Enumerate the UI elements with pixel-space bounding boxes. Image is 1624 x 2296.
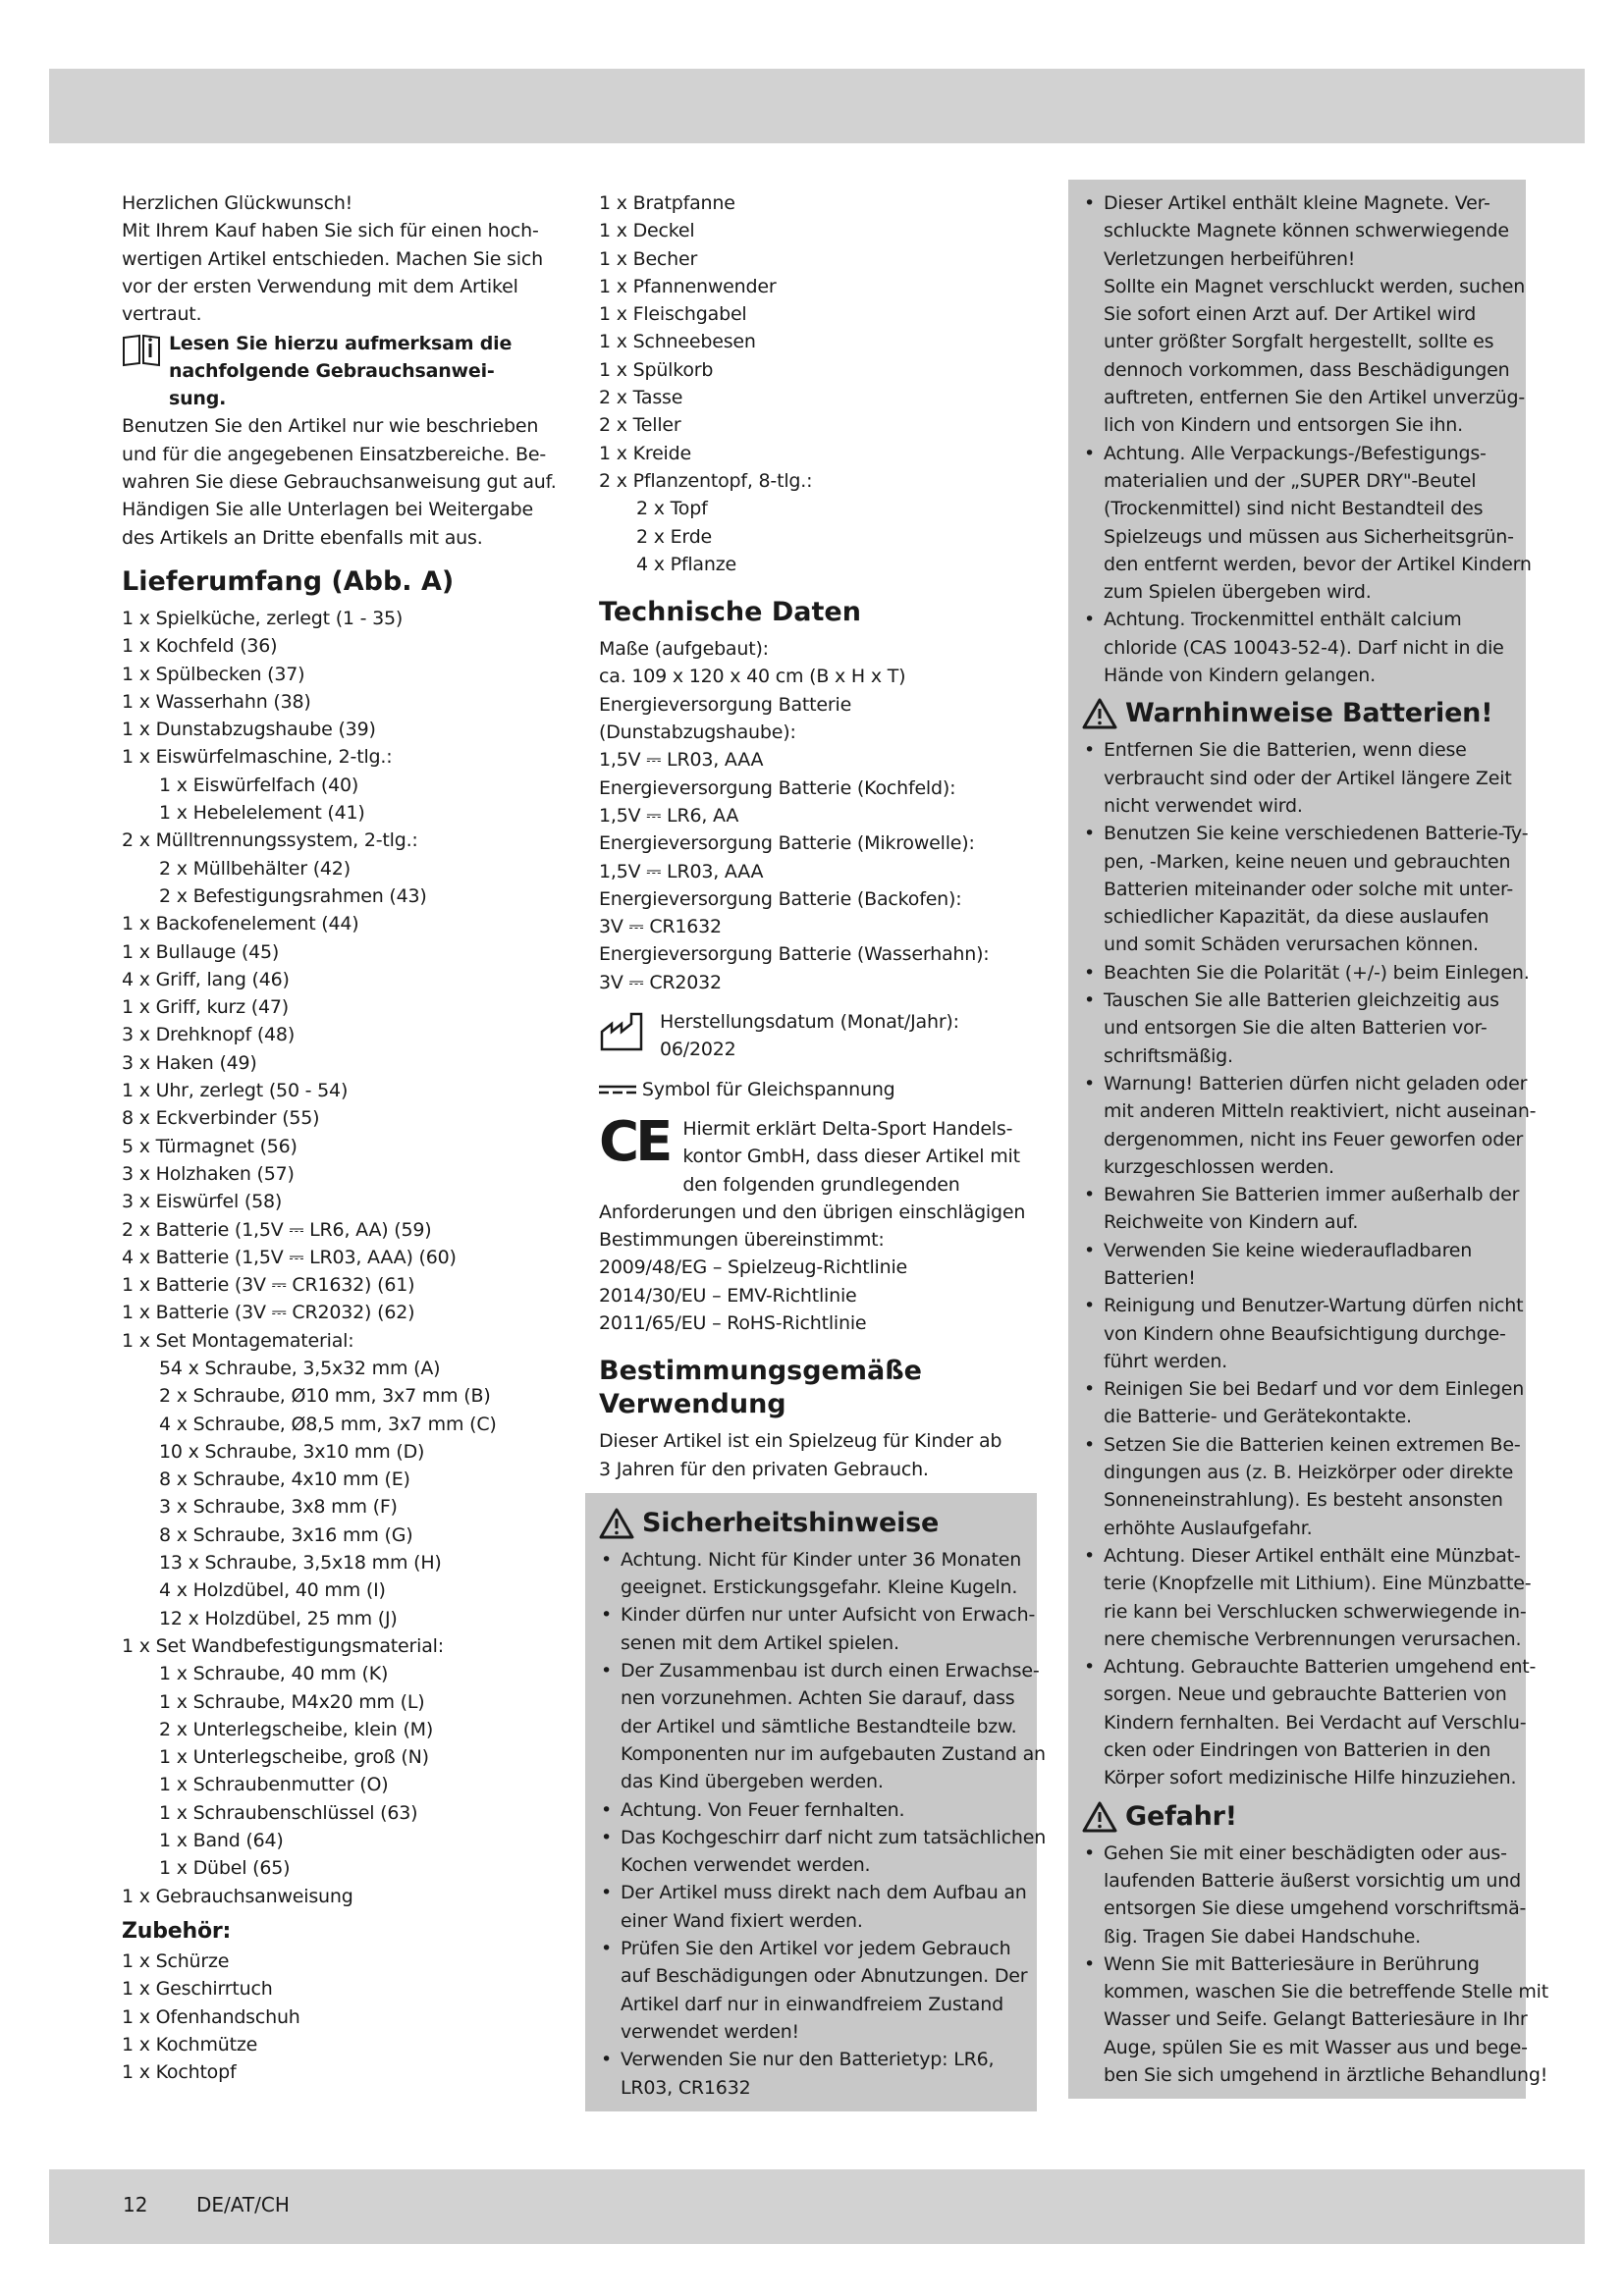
bullet-line: schluckte Magnete können schwerwiegende [1104, 220, 1509, 242]
magnet-warnings-list [1082, 189, 1532, 689]
list-item: 2 x Teller [599, 414, 681, 437]
list-item: 1 x Gebrauchsanweisung [122, 1885, 353, 1907]
warnings-box [1068, 180, 1548, 2099]
bullet-item [599, 1935, 1028, 2046]
list-item: 1 x Deckel [599, 220, 695, 242]
bullet-item [1082, 736, 1512, 820]
page-number: 12 [123, 2193, 148, 2216]
list-item: 1 x Batterie (3V ⎓ CR2032) (62) [122, 1302, 415, 1324]
list-item: 1 x Bratpfanne [599, 192, 735, 214]
bullet-line: Auge, spülen Sie es mit Wasser aus und bege- [1104, 2036, 1528, 2058]
bullet-item [1082, 820, 1529, 958]
bullet-line: cken oder Eindringen von Batterien in den [1104, 1739, 1491, 1762]
intro-text [122, 189, 558, 328]
bullet-line: und entsorgen Sie die alten Batterien vor- [1104, 1017, 1488, 1040]
intro-usage-line: Benutzen Sie den Artikel nur wie beschrieben [122, 415, 539, 438]
bullet-item [599, 2046, 1019, 2102]
bullet-line: Wasser und Seife. Gelangt Batteriesäure in Ihr [1104, 2008, 1528, 2031]
bullet-line: • Tauschen Sie alle Batterien gleichzeitig aus [1104, 989, 1499, 1012]
tech-line: 1,5V ⎓ LR03, AAA [599, 749, 764, 772]
list-item: 1 x Ofenhandschuh [122, 2005, 300, 2028]
bullet-line: • Prüfen Sie den Artikel vor jedem Gebrauch [621, 1938, 1011, 1960]
bullet-line: Verletzungen herbeiführen! [1104, 247, 1356, 270]
bullet-item [1082, 1070, 1537, 1181]
list-item: 10 x Schraube, 3x10 mm (D) [159, 1440, 425, 1463]
bullet-line: LR03, CR1632 [621, 2076, 751, 2099]
bullet-line: Artikel darf nur in einwandfreiem Zustand [621, 1993, 1003, 2015]
list-item: 2 x Schraube, Ø10 mm, 3x7 mm (B) [159, 1385, 491, 1408]
list-item: 1 x Kochmütze [122, 2033, 258, 2056]
bullet-line: • Verwenden Sie keine wiederaufladbaren [1104, 1239, 1473, 1261]
tech-line: Energieversorgung Batterie (Backofen): [599, 887, 962, 910]
lieferumfang-list-continued [599, 189, 1049, 578]
bullet-line: Reichweite von Kindern auf. [1104, 1211, 1359, 1234]
bullet-item [599, 1601, 1036, 1657]
warnhinweise-batterien-title: Warnhinweise Batterien! [1125, 698, 1493, 729]
bullet-line: Batterien miteinander oder solche mit unter- [1104, 878, 1514, 900]
tech-line: Maße (aufgebaut): [599, 638, 769, 661]
bullet-line: Sonneneinstrahlung). Es besteht ansonsten [1104, 1489, 1503, 1512]
tech-line: (Dunstabzugshaube): [599, 721, 796, 744]
bestimmung-heading-line-2: Verwendung [599, 1389, 786, 1420]
bullet-line: der Artikel und sämtliche Bestandteile bzw. [621, 1715, 1017, 1737]
intro-line: Herzlichen Glückwunsch! [122, 192, 353, 214]
list-item: 1 x Schraubenmutter (O) [159, 1774, 389, 1796]
list-item: 2 x Topf [636, 498, 708, 520]
list-item: 3 x Eiswürfel (58) [122, 1191, 283, 1213]
list-item: 1 x Set Montagematerial: [122, 1329, 354, 1352]
list-item: 4 x Griff, lang (46) [122, 968, 290, 990]
list-item: 1 x Uhr, zerlegt (50 - 54) [122, 1080, 349, 1102]
bullet-line: und somit Schäden verursachen können. [1104, 934, 1479, 956]
intro-usage-line: Händigen Sie alle Unterlagen bei Weitergabe [122, 499, 533, 521]
tech-line: 1,5V ⎓ LR6, AA [599, 804, 739, 827]
gleichspannung-label: Symbol für Gleichspannung [641, 1078, 895, 1100]
note-line: nachfolgende Gebrauchsanwei- [169, 360, 495, 383]
ce-line: Bestimmungen übereinstimmt: [599, 1229, 885, 1252]
list-item: 1 x Hebelelement (41) [159, 802, 365, 825]
footer-bar [49, 2169, 1585, 2244]
bestimmung-text [599, 1427, 1049, 1483]
list-item: 1 x Schraube, M4x20 mm (L) [159, 1690, 425, 1713]
bullet-line: • Der Zusammenbau ist durch einen Erwachse- [621, 1660, 1040, 1682]
bullet-item [1082, 1181, 1520, 1237]
tech-line: Energieversorgung Batterie [599, 693, 852, 716]
list-item: 1 x Griff, kurz (47) [122, 996, 289, 1019]
list-item: 1 x Spülbecken (37) [122, 663, 305, 685]
herstellungsdatum-label: Herstellungsdatum (Monat/Jahr): [660, 1011, 959, 1034]
bullet-line: Spielzeugs und müssen aus Sicherheitsgrün- [1104, 525, 1514, 548]
bullet-line: • Gehen Sie mit einer beschädigten oder aus- [1104, 1842, 1507, 1864]
note-line: Lesen Sie hierzu aufmerksam die [169, 333, 513, 355]
sicherheitshinweise-box [585, 1493, 1047, 2111]
bullet-line: • Entfernen Sie die Batterien, wenn diese [1104, 739, 1467, 762]
ce-line: 2014/30/EU – EMV-Richtlinie [599, 1284, 857, 1307]
tech-line: Energieversorgung Batterie (Mikrowelle): [599, 832, 975, 855]
sicherheitshinweise-heading [599, 1507, 1019, 1540]
language-code: DE/AT/CH [196, 2193, 290, 2216]
tech-line: Energieversorgung Batterie (Wasserhahn): [599, 943, 990, 966]
bullet-line: dennoch vorkommen, dass Beschädigungen [1104, 358, 1510, 381]
bullet-item [599, 1824, 1047, 1880]
column-2 [599, 189, 1049, 2111]
list-item: 4 x Batterie (1,5V ⎓ LR03, AAA) (60) [122, 1246, 457, 1268]
bullet-line: das Kind übergeben werden. [621, 1771, 884, 1793]
factory-date-icon [599, 1008, 648, 1051]
list-item: 1 x Kreide [599, 442, 691, 464]
list-item: 1 x Schraube, 40 mm (K) [159, 1663, 389, 1685]
bullet-line: schriftsmäßig. [1104, 1044, 1233, 1067]
intro-line: vertraut. [122, 303, 202, 326]
bullet-line: nere chemische Verbrennungen verursachen. [1104, 1628, 1522, 1650]
herstellungsdatum-value: 06/2022 [660, 1039, 736, 1061]
bullet-line: Hände von Kindern gelangen. [1104, 665, 1376, 687]
bullet-line: kommen, waschen Sie die betreffende Stelle mit [1104, 1981, 1548, 2003]
bullet-line: den entfernt werden, bevor der Artikel Kindern [1104, 553, 1532, 575]
intro-line: Mit Ihrem Kauf haben Sie sich für einen hoch- [122, 220, 539, 242]
bullet-line: nen vorzunehmen. Achten Sie darauf, dass [621, 1687, 1015, 1710]
list-item: 1 x Bullauge (45) [122, 940, 280, 963]
list-item: 2 x Unterlegscheibe, klein (M) [159, 1718, 434, 1740]
bullet-line: Sollte ein Magnet verschluckt werden, suchen [1104, 275, 1526, 297]
intro-line: wertigen Artikel entschieden. Machen Sie sich [122, 247, 543, 270]
list-item: 1 x Kochfeld (36) [122, 635, 278, 658]
bullet-line: entsorgen Sie diese umgehend vorschriftsmä- [1104, 1897, 1527, 1920]
bullet-line: • Achtung. Trockenmittel enthält calcium [1104, 609, 1462, 631]
bullet-line: schiedlicher Kapazität, da diese auslaufen [1104, 906, 1489, 929]
list-item: 2 x Erde [636, 525, 713, 548]
bullet-line: • Achtung. Von Feuer fernhalten. [621, 1798, 905, 1821]
bullet-line: • Warnung! Batterien dürfen nicht geladen oder [1104, 1072, 1528, 1095]
bullet-line: • Verwenden Sie nur den Batterietyp: LR6, [621, 2049, 995, 2071]
bullet-line: • Achtung. Gebrauchte Batterien umgehend ent- [1104, 1656, 1537, 1679]
bullet-line: (Trockenmittel) sind nicht Bestandteil des [1104, 498, 1484, 520]
tech-line: 1,5V ⎓ LR03, AAA [599, 860, 764, 882]
bullet-line: unter größter Sorgfalt hergestellt, sollte es [1104, 331, 1494, 353]
warning-triangle-icon [1082, 698, 1117, 729]
bullet-item [1082, 1237, 1508, 1293]
bullet-line: die Batterie- und Gerätekontakte. [1104, 1406, 1412, 1428]
intro-usage-line: und für die angegebenen Einsatzbereiche. Be- [122, 443, 547, 465]
list-item: 8 x Schraube, 4x10 mm (E) [159, 1468, 410, 1491]
list-item: 1 x Batterie (3V ⎓ CR1632) (61) [122, 1274, 415, 1297]
list-item: 3 x Drehknopf (48) [122, 1024, 296, 1046]
list-item: 1 x Backofenelement (44) [122, 913, 359, 935]
bullet-line: terie (Knopfzelle mit Lithium). Eine Münzbatte- [1104, 1573, 1532, 1595]
list-item: 1 x Pfannenwender [599, 275, 777, 297]
bullet-line: geeignet. Erstickungsgefahr. Kleine Kugeln. [621, 1576, 1018, 1599]
list-item: 5 x Türmagnet (56) [122, 1135, 298, 1157]
bullet-line: • Wenn Sie mit Batteriesäure in Berührung [1104, 1952, 1480, 1975]
warning-triangle-icon [1082, 1801, 1117, 1833]
bullet-line: laufenden Batterie äußerst vorsichtig um und [1104, 1869, 1521, 1892]
intro-usage-text [122, 412, 558, 551]
bullet-line: dergenommen, nicht ins Feuer geworfen oder [1104, 1128, 1524, 1150]
list-item: 1 x Spielküche, zerlegt (1 - 35) [122, 607, 404, 629]
bullet-item [1082, 606, 1508, 689]
bullet-line: • Benutzen Sie keine verschiedenen Batterie-Ty- [1104, 823, 1529, 845]
intro-usage-line: wahren Sie diese Gebrauchsanweisung gut auf. [122, 471, 557, 494]
bullet-item [599, 1879, 1027, 1935]
list-item: 8 x Schraube, 3x16 mm (G) [159, 1523, 413, 1546]
list-item: 4 x Schraube, Ø8,5 mm, 3x7 mm (C) [159, 1413, 497, 1435]
intro-usage-line: des Artikels an Dritte ebenfalls mit aus. [122, 526, 483, 549]
list-item: 1 x Dunstabzugshaube (39) [122, 719, 376, 741]
gefahr-heading [1082, 1800, 1508, 1834]
bullet-line: erhöhte Auslaufgefahr. [1104, 1517, 1313, 1539]
bestimmung-line: Dieser Artikel ist ein Spielzeug für Kinder ab [599, 1430, 1002, 1453]
bullet-item [1082, 1653, 1537, 1791]
ce-declaration [599, 1109, 1049, 1199]
bullet-line: Kindern fernhalten. Bei Verdacht auf Verschlu- [1104, 1711, 1527, 1734]
list-item: 4 x Holzdübel, 40 mm (I) [159, 1579, 386, 1602]
technische-daten-heading: Technische Daten [599, 597, 861, 628]
bullet-line: ßig. Tragen Sie dabei Handschuhe. [1104, 1925, 1421, 1948]
ce-line: kontor GmbH, dass dieser Artikel mit [682, 1146, 1020, 1168]
bullet-line: • Kinder dürfen nur unter Aufsicht von Erwach- [621, 1604, 1036, 1627]
bullet-item [1082, 1950, 1548, 2089]
list-item: 1 x Schneebesen [599, 331, 756, 353]
list-item: 1 x Spülkorb [599, 358, 714, 381]
bullet-line: mit anderen Mitteln reaktiviert, nicht auseinan- [1104, 1100, 1537, 1123]
ce-line: Hiermit erklärt Delta-Sport Handels- [682, 1117, 1013, 1140]
bullet-line: verwendet werden! [621, 2020, 799, 2043]
list-item: 2 x Befestigungsrahmen (43) [159, 884, 427, 907]
list-item: 54 x Schraube, 3,5x32 mm (A) [159, 1357, 441, 1379]
list-item: 1 x Band (64) [159, 1830, 284, 1852]
bestimmung-line: 3 Jahren für den privaten Gebrauch. [599, 1458, 929, 1480]
ce-text [682, 1115, 1020, 1199]
list-item: 1 x Fleischgabel [599, 303, 747, 326]
bullet-line: • Bewahren Sie Batterien immer außerhalb der [1104, 1184, 1520, 1206]
open-book-icon [122, 334, 161, 367]
list-item: 2 x Mülltrennungssystem, 2-tlg.: [122, 829, 418, 852]
list-item: 3 x Schraube, 3x8 mm (F) [159, 1496, 398, 1519]
ce-directives [599, 1199, 1049, 1337]
list-item: 1 x Schraubenschlüssel (63) [159, 1801, 418, 1824]
list-item: 1 x Geschirrtuch [122, 1978, 273, 2001]
bestimmung-heading [599, 1355, 1049, 1421]
bullet-item [1082, 189, 1526, 440]
bullet-line: nicht verwendet wird. [1104, 794, 1303, 817]
list-item: 1 x Becher [599, 247, 698, 270]
tech-line: Energieversorgung Batterie (Kochfeld): [599, 776, 956, 799]
bullet-item [1082, 1292, 1524, 1375]
list-item: 1 x Wasserhahn (38) [122, 690, 311, 713]
lieferumfang-list [122, 605, 558, 1910]
bullet-line: chloride (CAS 10043-52-4). Darf nicht in die [1104, 636, 1504, 659]
list-item: 1 x Eiswürfelmaschine, 2-tlg.: [122, 746, 393, 769]
bullet-line: rie kann bei Verschlucken schwerwiegende in- [1104, 1600, 1527, 1623]
tech-line: 3V ⎓ CR1632 [599, 916, 722, 938]
warnhinweise-batterien-heading [1082, 697, 1508, 730]
bullet-item [599, 1796, 1019, 1824]
intro-line: vor der ersten Verwendung mit dem Artikel [122, 275, 518, 297]
bullet-item [1082, 1375, 1525, 1431]
list-item: 2 x Tasse [599, 387, 683, 409]
warning-triangle-icon [599, 1508, 634, 1539]
header-bar [49, 69, 1585, 143]
column-3 [1068, 180, 1548, 2099]
sicherheitshinweise-list [599, 1546, 1047, 2102]
bullet-item [1082, 959, 1530, 987]
bullet-line: zum Spielen übergeben wird. [1104, 581, 1372, 604]
list-item: 1 x Eiswürfelfach (40) [159, 774, 359, 796]
bullet-line: pen, -Marken, keine neuen und gebrauchten [1104, 850, 1511, 873]
bullet-line: • Achtung. Alle Verpackungs-/Befestigungs- [1104, 442, 1487, 464]
bullet-item [1082, 1542, 1532, 1653]
bullet-line: • Reinigen Sie bei Bedarf und vor dem Einlegen [1104, 1378, 1525, 1401]
herstellungsdatum-row [599, 1008, 1049, 1064]
bullet-line: kurzgeschlossen werden. [1104, 1155, 1334, 1178]
bullet-item [599, 1546, 1022, 1602]
zubehoer-list [122, 1948, 558, 2086]
direct-current-icon [599, 1085, 636, 1095]
tech-line: 3V ⎓ CR2032 [599, 971, 722, 993]
list-item: 2 x Müllbehälter (42) [159, 857, 351, 880]
bullet-line: dingungen aus (z. B. Heizkörper oder direkte [1104, 1462, 1514, 1484]
bullet-line: • Achtung. Dieser Artikel enthält eine Münzbat- [1104, 1544, 1521, 1567]
bullet-line: Komponenten nur im aufgebauten Zustand an [621, 1742, 1046, 1765]
bullet-line: sorgen. Neue und gebrauchte Batterien von [1104, 1683, 1507, 1706]
bullet-item [1082, 440, 1532, 607]
note-line: sung. [169, 388, 227, 410]
zubehoer-heading: Zubehör: [122, 1918, 232, 1944]
ce-mark-icon: CE [599, 1109, 670, 1174]
bestimmung-heading-line-1: Bestimmungsgemäße [599, 1356, 922, 1387]
bullet-line: auf Beschädigungen oder Abnutzungen. Der [621, 1965, 1028, 1988]
note-text [169, 330, 512, 412]
bullet-line: materialien und der „SUPER DRY"-Beutel [1104, 469, 1477, 492]
ce-line: 2009/48/EG – Spielzeug-Richtlinie [599, 1256, 908, 1279]
list-item: 1 x Set Wandbefestigungsmaterial: [122, 1634, 444, 1657]
list-item: 1 x Schürze [122, 1949, 230, 1972]
bullet-line: • Der Artikel muss direkt nach dem Aufbau an [621, 1882, 1027, 1904]
bullet-line: Körper sofort medizinische Hilfe hinzuziehen. [1104, 1767, 1517, 1789]
bullet-line: von Kindern ohne Beaufsichtigung durchge- [1104, 1322, 1506, 1345]
bullet-line: verbraucht sind oder der Artikel längere Zeit [1104, 767, 1512, 789]
ce-line: Anforderungen und den übrigen einschlägigen [599, 1201, 1026, 1223]
list-item: 12 x Holzdübel, 25 mm (J) [159, 1607, 398, 1629]
ce-line: den folgenden grundlegenden [682, 1173, 960, 1196]
list-item: 1 x Dübel (65) [159, 1857, 291, 1880]
gleichspannung-row [599, 1076, 1049, 1103]
list-item: 3 x Holzhaken (57) [122, 1162, 295, 1185]
bullet-line: • Beachten Sie die Polarität (+/-) beim Einlegen. [1104, 961, 1530, 984]
list-item: 1 x Kochtopf [122, 2061, 237, 2084]
bullet-line: • Achtung. Nicht für Kinder unter 36 Monaten [621, 1548, 1022, 1571]
bullet-item [1082, 987, 1508, 1070]
list-item: 13 x Schraube, 3,5x18 mm (H) [159, 1552, 442, 1575]
gefahr-title: Gefahr! [1125, 1800, 1237, 1832]
list-item: 2 x Pflanzentopf, 8-tlg.: [599, 469, 813, 492]
list-item: 4 x Pflanze [636, 553, 736, 575]
tech-line: ca. 109 x 120 x 40 cm (B x H x T) [599, 666, 906, 688]
bullet-line: Sie sofort einen Arzt auf. Der Artikel wird [1104, 303, 1477, 326]
battery-warnings-list [1082, 736, 1537, 1791]
lieferumfang-heading: Lieferumfang (Abb. A) [122, 565, 455, 597]
column-1 [122, 189, 558, 2086]
bullet-item [599, 1657, 1046, 1795]
list-item: 8 x Eckverbinder (55) [122, 1107, 320, 1130]
list-item: 3 x Haken (49) [122, 1051, 257, 1074]
read-instructions-note [122, 330, 558, 412]
sicherheitshinweise-title: Sicherheitshinweise [642, 1507, 940, 1538]
bullet-line: Batterien! [1104, 1266, 1196, 1289]
bullet-item [1082, 1431, 1521, 1542]
list-item: 2 x Batterie (1,5V ⎓ LR6, AA) (59) [122, 1218, 432, 1241]
bullet-line: • Das Kochgeschirr darf nicht zum tatsächlichen [621, 1826, 1047, 1848]
ce-line: 2011/65/EU – RoHS-Richtlinie [599, 1311, 867, 1334]
gefahr-list [1082, 1840, 1548, 2090]
bullet-line: • Setzen Sie die Batterien keinen extremen Be- [1104, 1433, 1521, 1456]
bullet-line: auftreten, entfernen Sie den Artikel unverzüg- [1104, 387, 1526, 409]
bullet-line: ben Sie sich umgehend in ärztliche Behandlung! [1104, 2064, 1548, 2086]
bullet-line: • Dieser Artikel enthält kleine Magnete. Ver- [1104, 192, 1490, 214]
bullet-line: einer Wand fixiert werden. [621, 1909, 863, 1932]
bullet-line: lich von Kindern und entsorgen Sie ihn. [1104, 414, 1463, 437]
bullet-item [1082, 1840, 1527, 1950]
bullet-line: • Reinigung und Benutzer-Wartung dürfen nicht [1104, 1295, 1524, 1317]
list-item: 1 x Unterlegscheibe, groß (N) [159, 1746, 429, 1769]
bullet-line: senen mit dem Artikel spielen. [621, 1631, 899, 1654]
technische-daten-text [599, 635, 1049, 996]
bullet-line: führt werden. [1104, 1350, 1228, 1372]
bullet-line: Kochen verwendet werden. [621, 1854, 871, 1877]
